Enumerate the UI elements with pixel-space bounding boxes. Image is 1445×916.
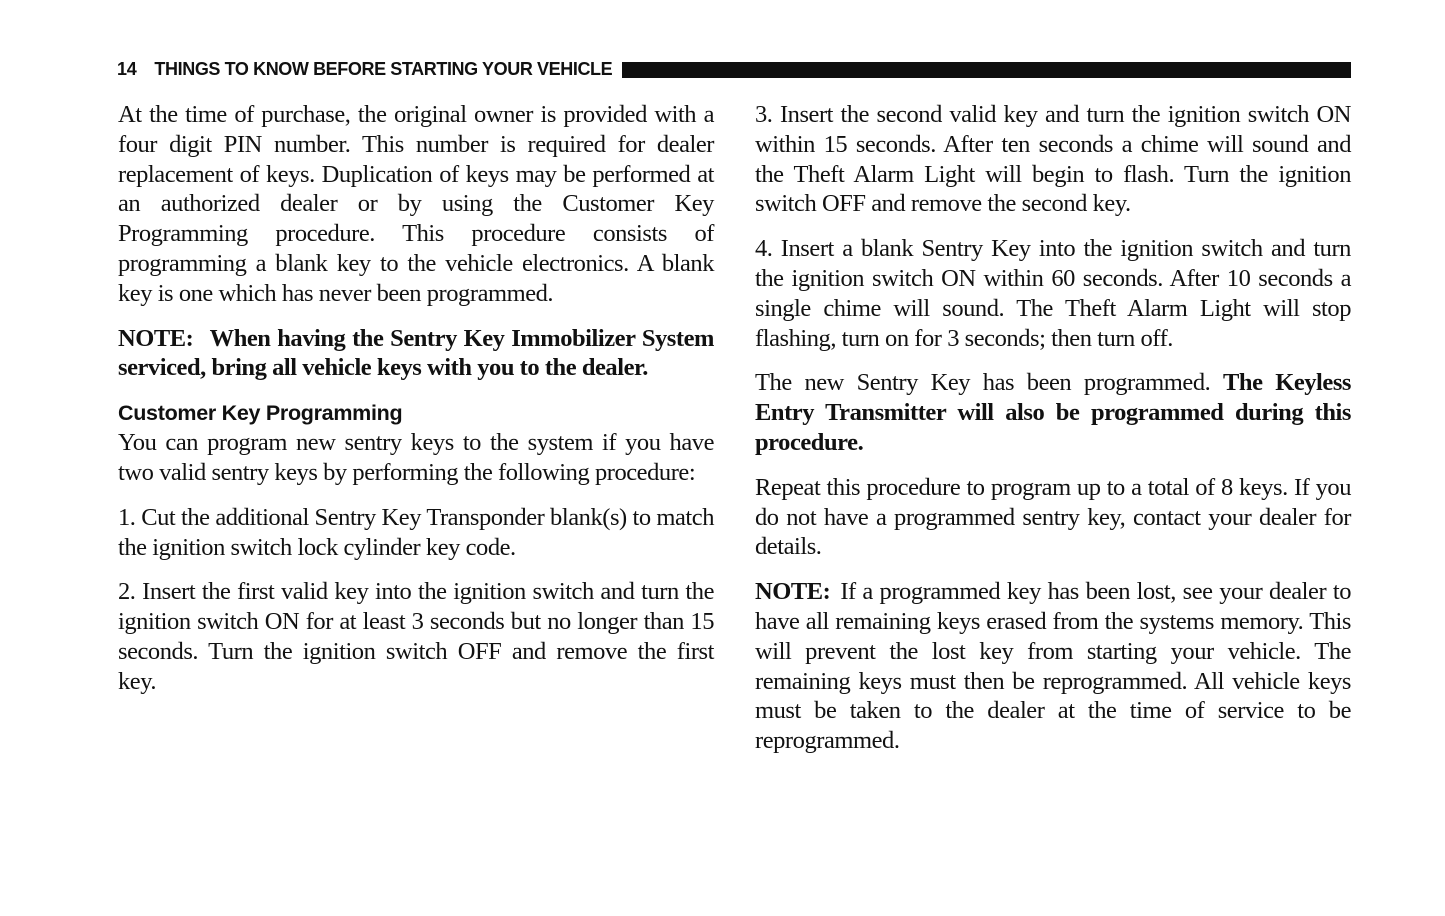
note-immobilizer bbox=[118, 324, 714, 384]
header-rule bbox=[622, 62, 1351, 78]
page-header bbox=[117, 58, 1351, 80]
heading-intro: You can program new sentry keys to the system if you have two valid sentry keys by performing the following procedure: bbox=[118, 429, 714, 486]
step-2: 2. Insert the first valid key into the ignition switch and turn the ignition switch ON for at least 3 seconds but no longer than 15 seconds. Turn the ignition switch OFF and remove the first key. bbox=[118, 578, 714, 695]
right-column bbox=[755, 100, 1351, 771]
note-text: When having the Sentry Key Immobilizer System serviced, bring all vehicle keys with you to the dealer. bbox=[118, 324, 714, 382]
note-label: NOTE: bbox=[755, 578, 831, 606]
programmed-paragraph bbox=[755, 368, 1351, 457]
section-heading: Customer Key Programming bbox=[118, 401, 403, 426]
step-3: 3. Insert the second valid key and turn the ignition switch ON within 15 seconds. After ten seconds a chime will sound and the Theft Alarm Light will begin to flash. Turn the ignition switch OFF and remove the second key. bbox=[755, 101, 1351, 218]
section-title: THINGS TO KNOW BEFORE STARTING YOUR VEHICLE bbox=[154, 58, 613, 79]
programmed-bold: The Keyless Entry Transmitter will also be programmed during this procedure. bbox=[755, 369, 1351, 456]
page-number: 14 bbox=[117, 58, 137, 79]
programmed-plain: The new Sentry Key has been programmed. bbox=[755, 369, 1211, 397]
note-label: NOTE: bbox=[118, 324, 194, 352]
note-text: If a programmed key has been lost, see your dealer to have all remaining keys erased from the systems memory. This will prevent the lost key from starting your vehicle. The remaining keys must then be reprogrammed. All vehicle keys must be taken to the dealer at the time of service to be reprogrammed. bbox=[755, 578, 1351, 755]
intro-paragraph: At the time of purchase, the original owner is provided with a four digit PIN number. This number is required for dealer replacement of keys. Duplication of keys may be performed at an authorized dealer or by using the Customer Key Programming procedure. This procedure consists of programming a blank key to the vehicle electronics. A blank key is one which has never been programmed. bbox=[118, 101, 714, 307]
left-column bbox=[118, 100, 714, 712]
repeat-paragraph: Repeat this procedure to program up to a total of 8 keys. If you do not have a programmed sentry key, contact your dealer for details. bbox=[755, 473, 1351, 561]
step-1: 1. Cut the additional Sentry Key Transponder blank(s) to match the ignition switch lock cylinder key code. bbox=[118, 503, 714, 561]
note-lost-key bbox=[755, 577, 1351, 756]
step-4: 4. Insert a blank Sentry Key into the ignition switch and turn the ignition switch ON within 60 seconds. After 10 seconds a single chime will sound. The Theft Alarm Light will stop flashing, turn on for 3 seconds; then turn off. bbox=[755, 235, 1351, 352]
